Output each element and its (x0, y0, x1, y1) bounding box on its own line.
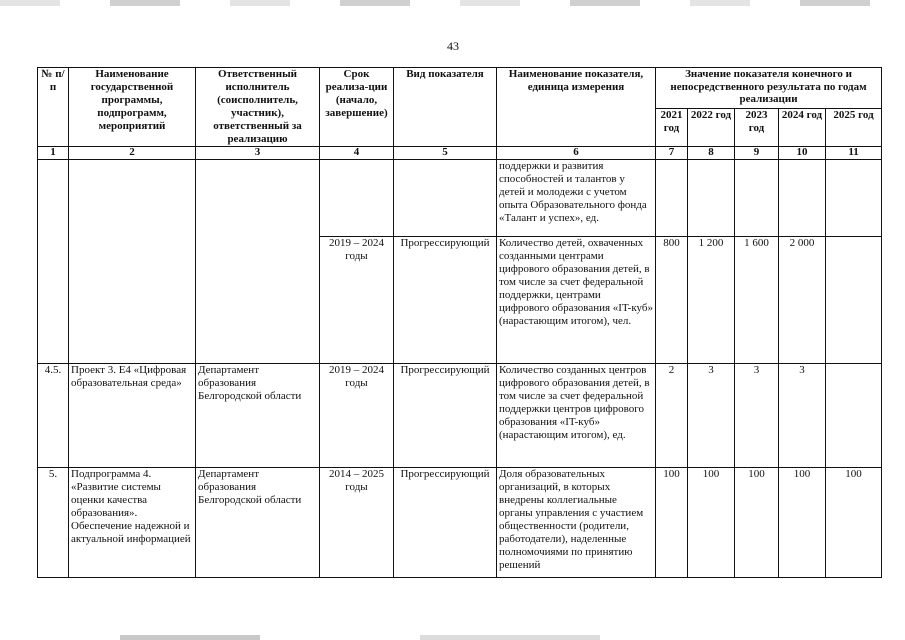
cell-value (779, 160, 826, 237)
cell-value: 2 000 (779, 237, 826, 364)
header-year: 2025 год (826, 108, 882, 146)
column-number: 7 (656, 147, 688, 160)
cell-term: 2019 – 2024 годы (320, 364, 394, 468)
cell-value: 3 (688, 364, 735, 468)
column-number: 8 (688, 147, 735, 160)
column-number: 10 (779, 147, 826, 160)
header-num: № п/п (38, 68, 69, 147)
table-row (38, 160, 882, 237)
header-program: Наименование государственной программы, подпрограмм, мероприятий (69, 68, 196, 147)
header-year: 2021 год (656, 108, 688, 146)
cell-term: 2019 – 2024 годы (320, 237, 394, 364)
cell-indicator: поддержки и развития способностей и талантов у детей и молодежи с учетом опыта Образовательного фонда «Талант и успех», ед. (497, 160, 656, 237)
cell-type (394, 160, 497, 237)
header-year: 2022 год (688, 108, 735, 146)
cell-value (735, 160, 779, 237)
cell-value: 2 (656, 364, 688, 468)
cell-num: 5. (38, 468, 69, 578)
header-values-group: Значение показателя конечного и непосредственного результата по годам реализации (656, 68, 882, 109)
header-year: 2023 год (735, 108, 779, 146)
cell-program (69, 160, 196, 364)
cell-indicator: Доля образовательных организаций, в которых внедрены коллегиальные органы управления с участием общественности (родители, работодатели), наделенные полномочиями по принятию решений (497, 468, 656, 578)
cell-value (826, 237, 882, 364)
scan-edge-top (0, 0, 905, 6)
cell-value (826, 160, 882, 237)
cell-term: 2014 – 2025 годы (320, 468, 394, 578)
indicators-table (37, 67, 882, 578)
cell-value (688, 160, 735, 237)
column-number: 6 (497, 147, 656, 160)
header-executor: Ответственный исполнитель (соисполнитель, участник), ответственный за реализацию (196, 68, 320, 147)
cell-value: 100 (735, 468, 779, 578)
cell-value: 800 (656, 237, 688, 364)
cell-program: Подпрограмма 4. «Развитие системы оценки качества образования». Обеспечение надежной и актуальной информацией (69, 468, 196, 578)
cell-indicator: Количество созданных центров цифрового образования детей, в том числе за счет федеральной поддержки центров цифрового образования «IT-куб» (нарастающим итогом), ед. (497, 364, 656, 468)
cell-executor: Департамент образования Белгородской области (196, 364, 320, 468)
header-row (38, 68, 882, 109)
column-number: 1 (38, 147, 69, 160)
cell-value: 100 (656, 468, 688, 578)
cell-num (38, 160, 69, 364)
cell-type: Прогрессирующий (394, 468, 497, 578)
cell-indicator: Количество детей, охваченных созданными центрами цифрового образования детей, в том числе за счет федеральной поддержки, центрами цифрового образования «IT-куб» (нарастающим итогом), чел. (497, 237, 656, 364)
column-number: 2 (69, 147, 196, 160)
cell-value: 1 600 (735, 237, 779, 364)
column-number: 4 (320, 147, 394, 160)
cell-term (320, 160, 394, 237)
page-number: 43 (447, 39, 459, 53)
column-number: 11 (826, 147, 882, 160)
table-row (38, 364, 882, 468)
cell-value: 3 (779, 364, 826, 468)
table-row (38, 468, 882, 578)
cell-value: 100 (779, 468, 826, 578)
cell-executor: Департамент образования Белгородской области (196, 468, 320, 578)
header-term: Срок реализа-ции (начало, завершение) (320, 68, 394, 147)
column-number: 9 (735, 147, 779, 160)
scan-edge-bottom (0, 635, 905, 640)
cell-value (826, 364, 882, 468)
cell-value: 1 200 (688, 237, 735, 364)
column-number-row (38, 147, 882, 160)
cell-type: Прогрессирующий (394, 364, 497, 468)
column-number: 3 (196, 147, 320, 160)
header-indicator-type: Вид показателя (394, 68, 497, 147)
header-indicator-name: Наименование показателя, единица измерения (497, 68, 656, 147)
cell-value: 3 (735, 364, 779, 468)
cell-num: 4.5. (38, 364, 69, 468)
cell-value: 100 (826, 468, 882, 578)
cell-value (656, 160, 688, 237)
cell-executor (196, 160, 320, 364)
cell-value: 100 (688, 468, 735, 578)
cell-program: Проект 3. Е4 «Цифровая образовательная среда» (69, 364, 196, 468)
header-year: 2024 год (779, 108, 826, 146)
cell-type: Прогрессирующий (394, 237, 497, 364)
column-number: 5 (394, 147, 497, 160)
